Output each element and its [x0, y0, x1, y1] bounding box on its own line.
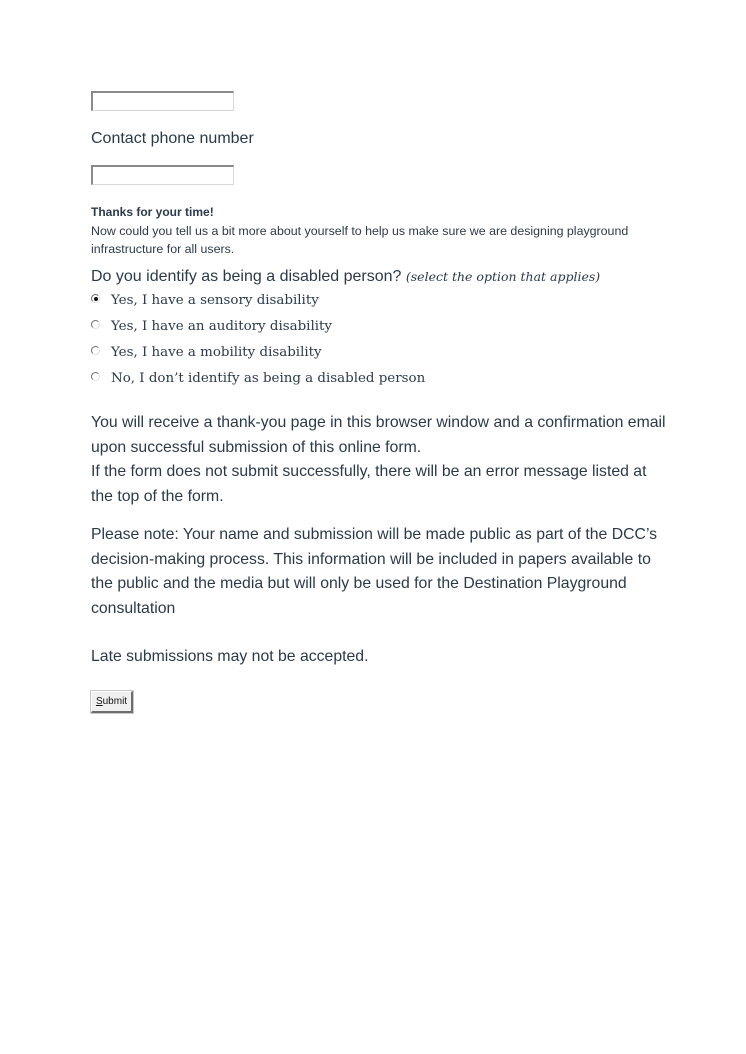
- radio-button[interactable]: [91, 320, 100, 329]
- submission-info-confirmation: You will receive a thank-you page in this browser window and a confirmation email upon successful submission of this online form.: [91, 414, 666, 456]
- contact-phone-label: Contact phone number: [91, 130, 254, 147]
- disability-option-label: Yes, I have an auditory disability: [111, 319, 332, 334]
- disability-option-label: Yes, I have a mobility disability: [111, 345, 322, 360]
- disability-option-label: Yes, I have a sensory disability: [111, 293, 319, 308]
- late-submission-note: Late submissions may not be accepted.: [91, 648, 369, 665]
- contact-phone-input[interactable]: [91, 165, 234, 185]
- submission-info-error: If the form does not submit successfully, there will be an error message listed at the top of the form.: [91, 463, 647, 505]
- disability-question-text: Do you identify as being a disabled person?: [91, 268, 402, 285]
- thanks-body: Now could you tell us a bit more about yourself to help us make sure we are designing playground infrastructure for all users.: [91, 224, 629, 256]
- privacy-note: Please note: Your name and submission will be made public as part of the DCC’s decision-making process. This information will be included in papers available to the public and the media but will only be used for the Destination Playground consultation: [91, 526, 658, 617]
- disability-question: [91, 268, 600, 286]
- thanks-title: Thanks for your time!: [91, 205, 214, 219]
- submit-label: ubmit: [102, 696, 128, 707]
- radio-button-checked[interactable]: [91, 294, 100, 303]
- radio-button[interactable]: [91, 346, 100, 355]
- radio-button[interactable]: [91, 372, 100, 381]
- disability-option-label: No, I don’t identify as being a disabled person: [111, 371, 426, 386]
- submit-mnemonic: S: [95, 696, 103, 707]
- submit-button[interactable]: [91, 691, 133, 713]
- disability-question-hint: (select the option that applies): [405, 269, 601, 284]
- submission-info: [91, 411, 666, 509]
- previous-field-input[interactable]: [91, 91, 234, 111]
